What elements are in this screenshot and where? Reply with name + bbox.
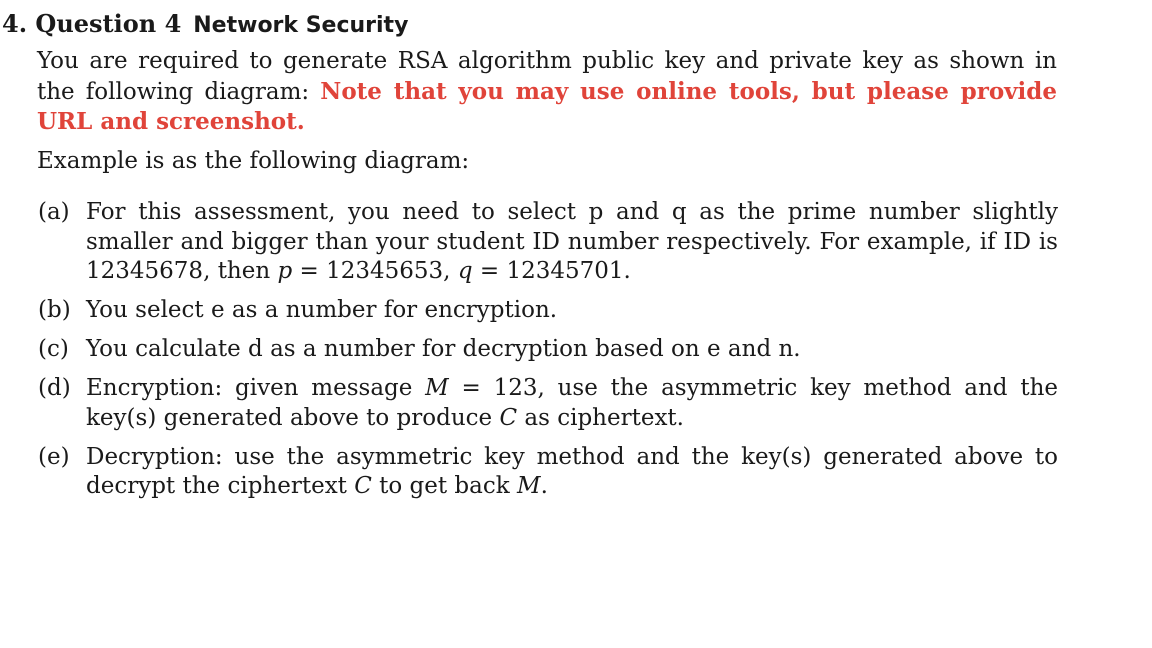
task-marker: (c) [38,336,69,362]
task-text: = 123, use the asymmetric key method and the key(s) generated above to produce [86,375,1058,431]
task-marker: (a) [38,199,70,225]
intro-text: You are required to generate RSA algorithm public key and private key as shown in the following diagram: [37,48,1057,105]
task-item-c [38,335,1058,365]
task-text: = 12345701. [472,258,631,284]
question-title: Network Security [193,13,409,38]
math-symbol: p [277,258,293,284]
task-item-b [38,296,1058,326]
math-symbol: M [425,375,449,401]
task-text: Decryption: use the asymmetric key method and the key(s) generated above to decrypt the ciphertext [86,443,1058,499]
question-heading [2,8,408,42]
intro-highlight-note: Note that you may use online tools, but please provide URL and screenshot. [37,77,1058,135]
task-text: to get back [371,473,510,499]
task-marker: (b) [38,297,71,323]
task-text: You calculate d as a number for decryption based on e and n. [86,336,801,362]
task-text: Encryption: given message [86,375,413,401]
task-list [38,198,1058,511]
task-text: For this assessment, you need to select p and q as the prime number slightly smaller and bigger than your student ID number respectively. For example, if ID is 12345678, then [86,199,1058,284]
task-item-a [38,198,1058,287]
task-marker: (e) [38,443,70,470]
task-text: . [540,473,548,499]
task-marker: (d) [38,375,71,401]
task-item-e [38,443,1058,502]
intro-paragraph [37,46,1057,138]
task-text: = 12345653, [292,258,458,284]
math-symbol: C [499,404,518,431]
math-symbol: q [457,258,473,284]
math-symbol: M [517,473,541,499]
math-symbol: C [354,473,372,499]
example-line: Example is as the following diagram: [37,148,470,174]
task-text: as ciphertext. [517,404,684,431]
task-text: You select e as a number for encryption. [86,297,558,323]
task-item-d [38,374,1058,433]
question-number: 4. Question 4 [2,9,182,38]
